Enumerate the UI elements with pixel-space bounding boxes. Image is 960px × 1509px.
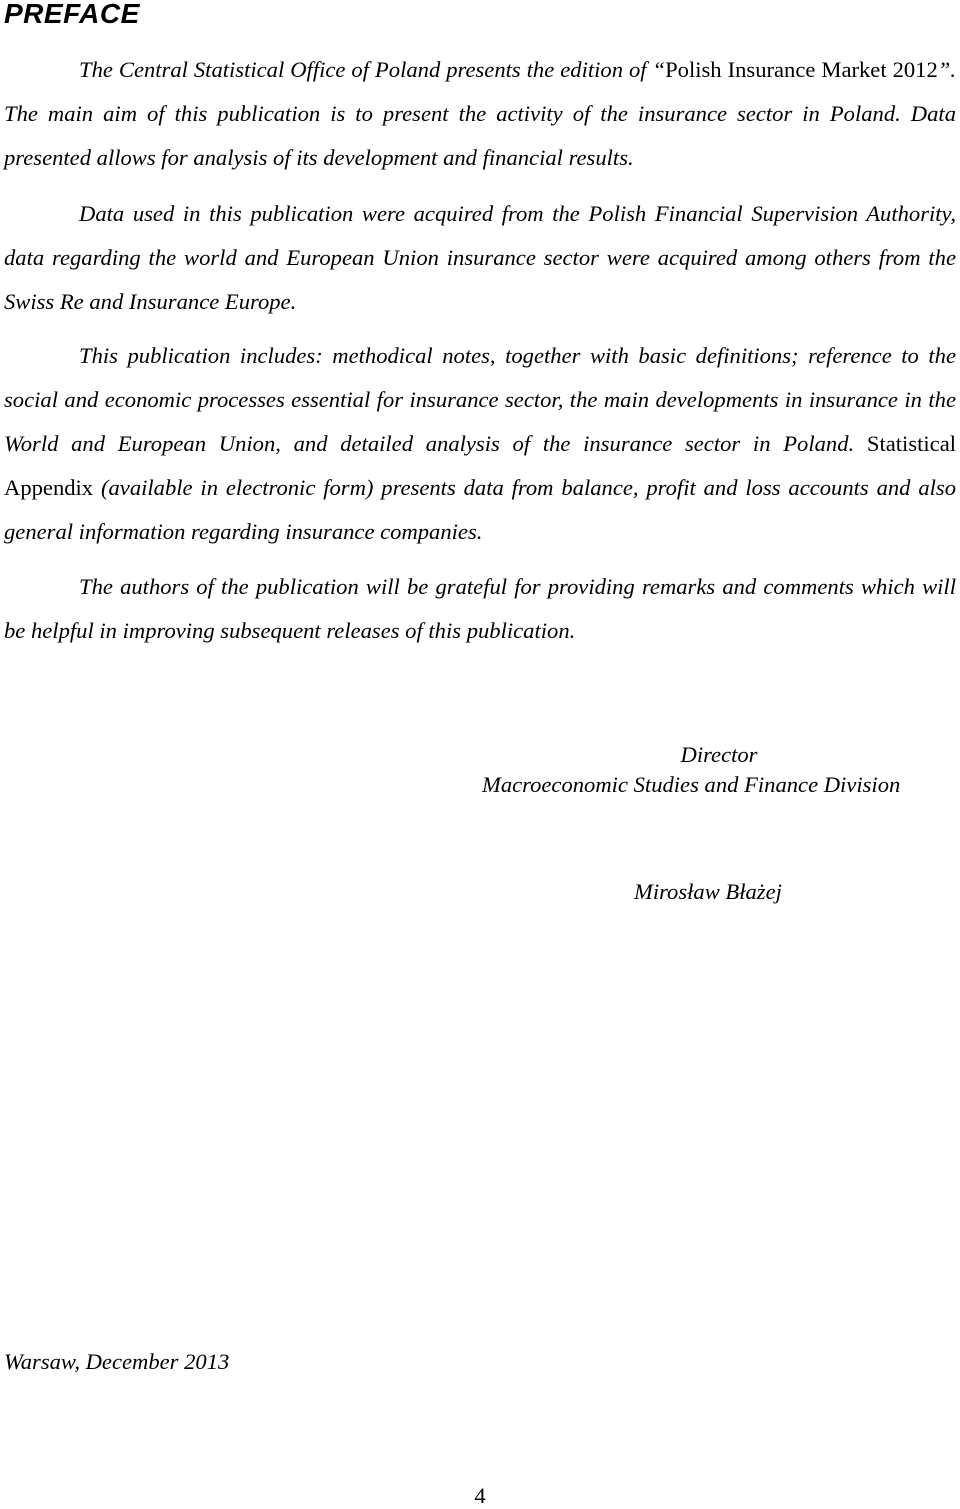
page-number: 4	[474, 1483, 486, 1508]
sources-text: Data used in this publication were acquired from the Polish Financial Supervision Authority, data regarding the world and European Union insurance sector were acquired among others from the Swiss Re and Insurance Europe.	[4, 201, 956, 314]
signatory-division: Macroeconomic Studies and Finance Division	[482, 772, 901, 797]
place-and-date: Warsaw, December 2013	[4, 1349, 230, 1374]
signatory-title: Director	[680, 742, 758, 767]
signatory-name: Mirosław Błażej	[634, 879, 782, 904]
preface-paragraph-sources	[4, 192, 956, 324]
publication-title: Polish Insurance Market 2012	[665, 57, 938, 82]
preface-paragraph-closing	[4, 565, 956, 653]
contents-text-end: (available in electronic form) presents data from balance, profit and loss accounts and also general information regarding insurance companies.	[4, 475, 956, 544]
contents-text-start: This publication includes: methodical notes, together with basic definitions; reference to the social and economic processes essential for insurance sector, the main developments in insurance in the World and European Union, and detailed analysis of the insurance sector in Poland.	[4, 343, 956, 456]
preface-paragraph-intro	[4, 48, 956, 180]
preface-paragraph-contents	[4, 334, 956, 554]
closing-text: The authors of the publication will be grateful for providing remarks and comments which will be helpful in improving subsequent releases of this publication.	[4, 574, 956, 643]
intro-text-start: The Central Statistical Office of Poland presents the edition of “	[79, 57, 666, 82]
statistical-appendix-label: Statistical Appendix	[4, 431, 956, 500]
page-title: PREFACE	[4, 0, 140, 29]
intro-text-end: ”. The main aim of this publication is to present the activity of the insurance sector in Poland. Data presented allows for analysis of its development and financial results.	[4, 57, 956, 170]
